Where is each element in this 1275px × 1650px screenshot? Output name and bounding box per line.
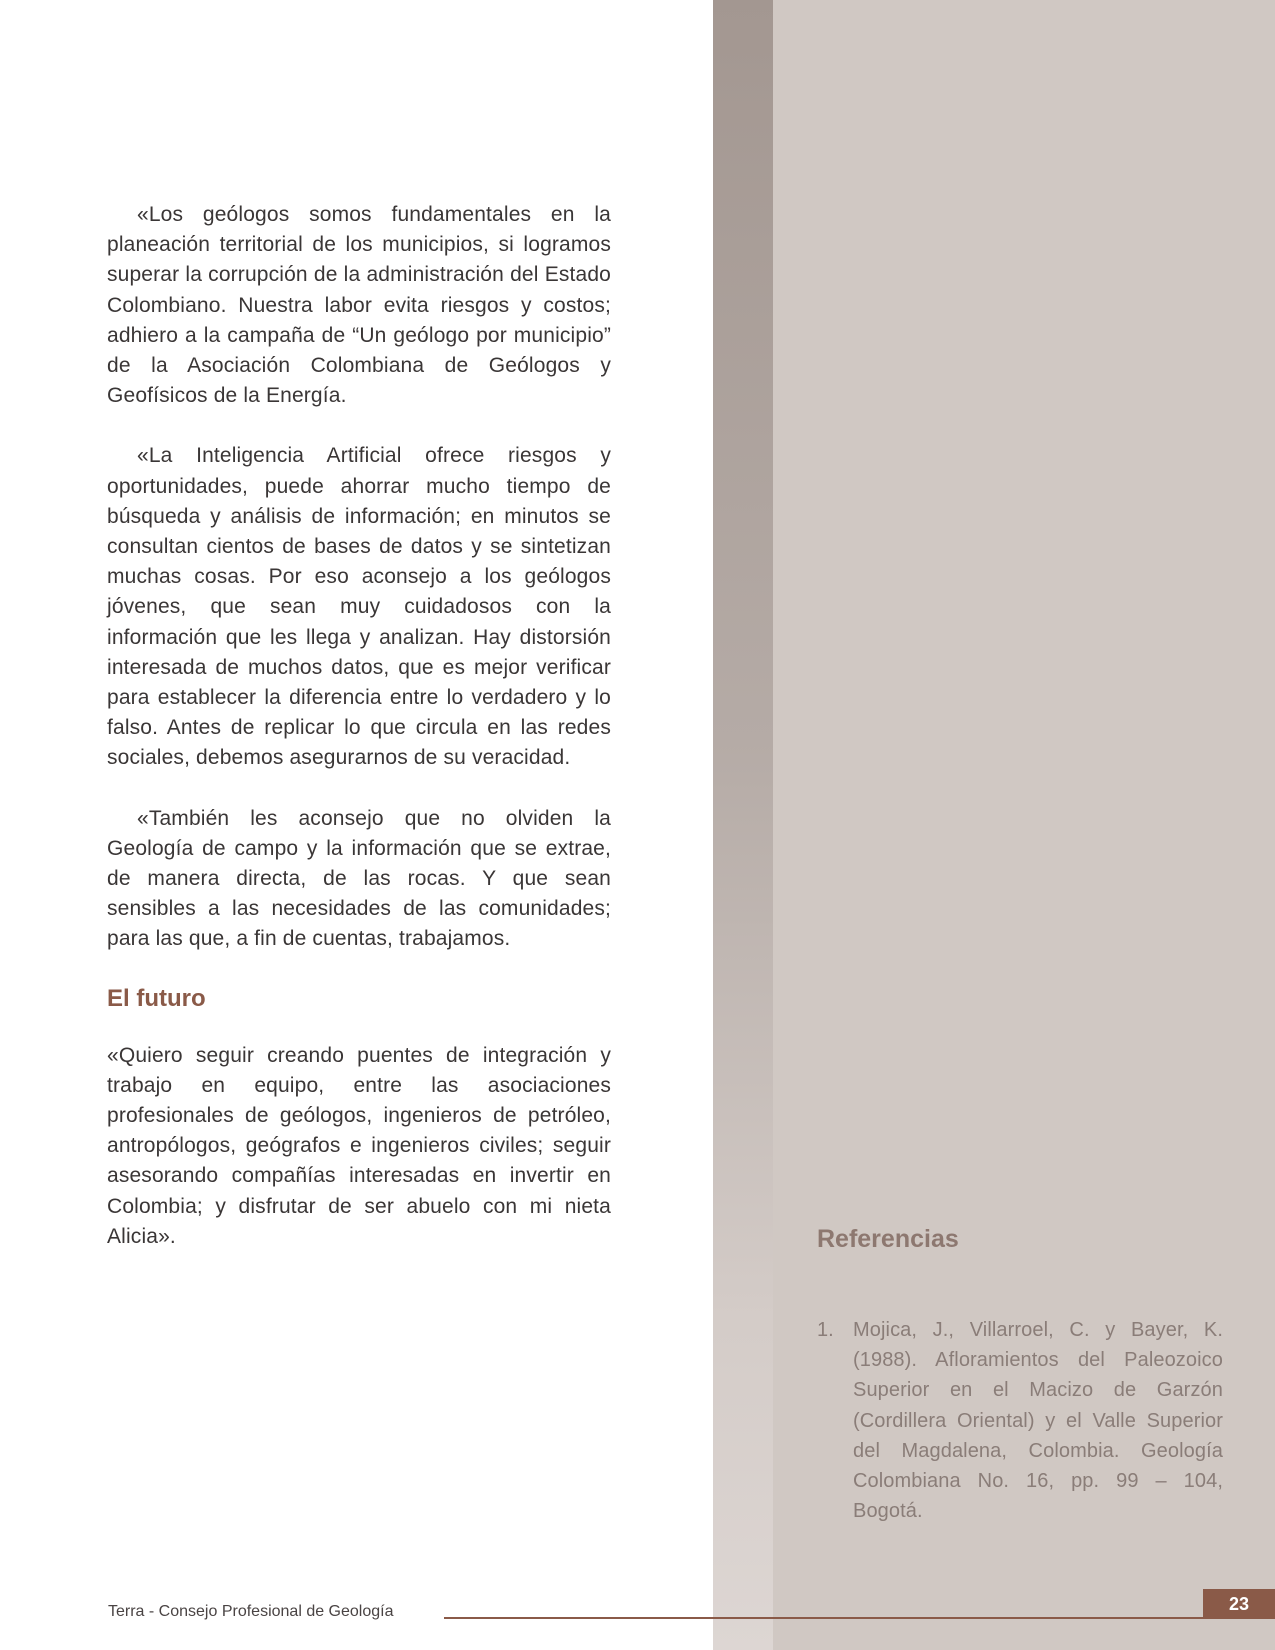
quote-paragraph-planning: «Los geólogos somos fundamentales en la planeación territorial de los municipios, si logramos superar la corrupción de la administración del Estado Colombiano. Nuestra labor evita riesgos y costos; adhiero a la campaña de “Un geólogo por municipio” de la Asociación Colombiana de Geólogos y Geofísicos de la Energía. (107, 203, 611, 408)
reference-citation: Mojica, J., Villarroel, C. y Bayer, K. (1988). Afloramientos del Paleozoico Superior en el Macizo de Garzón (Cordillera Oriental) y el Valle Superior del Magdalena, Colombia. Geología Colombiana No. 16, pp. 99 – 104, Bogotá. (853, 1319, 1223, 1523)
reference-item (817, 1315, 1223, 1526)
article-body (107, 200, 611, 1282)
sidebar-accent-band (713, 0, 773, 1650)
footer-publication-title: Terra - Consejo Profesional de Geología (108, 1603, 394, 1620)
reference-number: 1. (817, 1319, 834, 1341)
references-heading: Referencias (817, 1225, 959, 1253)
footer-divider (444, 1617, 1204, 1619)
references-list (817, 1315, 1223, 1526)
section-heading-future: El futuro (107, 984, 206, 1012)
quote-paragraph-future: «Quiero seguir creando puentes de integración y trabajo en equipo, entre las asociaciones profesionales de geólogos, ingenieros de petróleo, antropólogos, geógrafos e ingenieros civiles; seguir asesorando compañías interesadas en invertir en Colombia; y disfrutar de ser abuelo con mi nieta Alicia». (107, 1043, 611, 1248)
page-number-badge: 23 (1203, 1589, 1275, 1619)
quote-paragraph-ai: «La Inteligencia Artificial ofrece riesgos y oportunidades, puede ahorrar mucho tiempo de búsqueda y análisis de información; en minutos se consultan cientos de bases de datos y se sintetizan muchas cosas. Por eso aconsejo a los geólogos jóvenes, que sean muy cuidadosos con la información que les llega y analizan. Hay distorsión interesada de muchos datos, que es mejor verificar para establecer la diferencia entre lo verdadero y lo falso. Antes de replicar lo que circula en las redes sociales, debemos asegurarnos de su veracidad. (107, 444, 611, 770)
quote-paragraph-fieldwork: «También les aconsejo que no olviden la Geología de campo y la información que se extrae, de manera directa, de las rocas. Y que sean sensibles a las necesidades de las comunidades; para las que, a fin de cuentas, trabajamos. (107, 806, 611, 951)
